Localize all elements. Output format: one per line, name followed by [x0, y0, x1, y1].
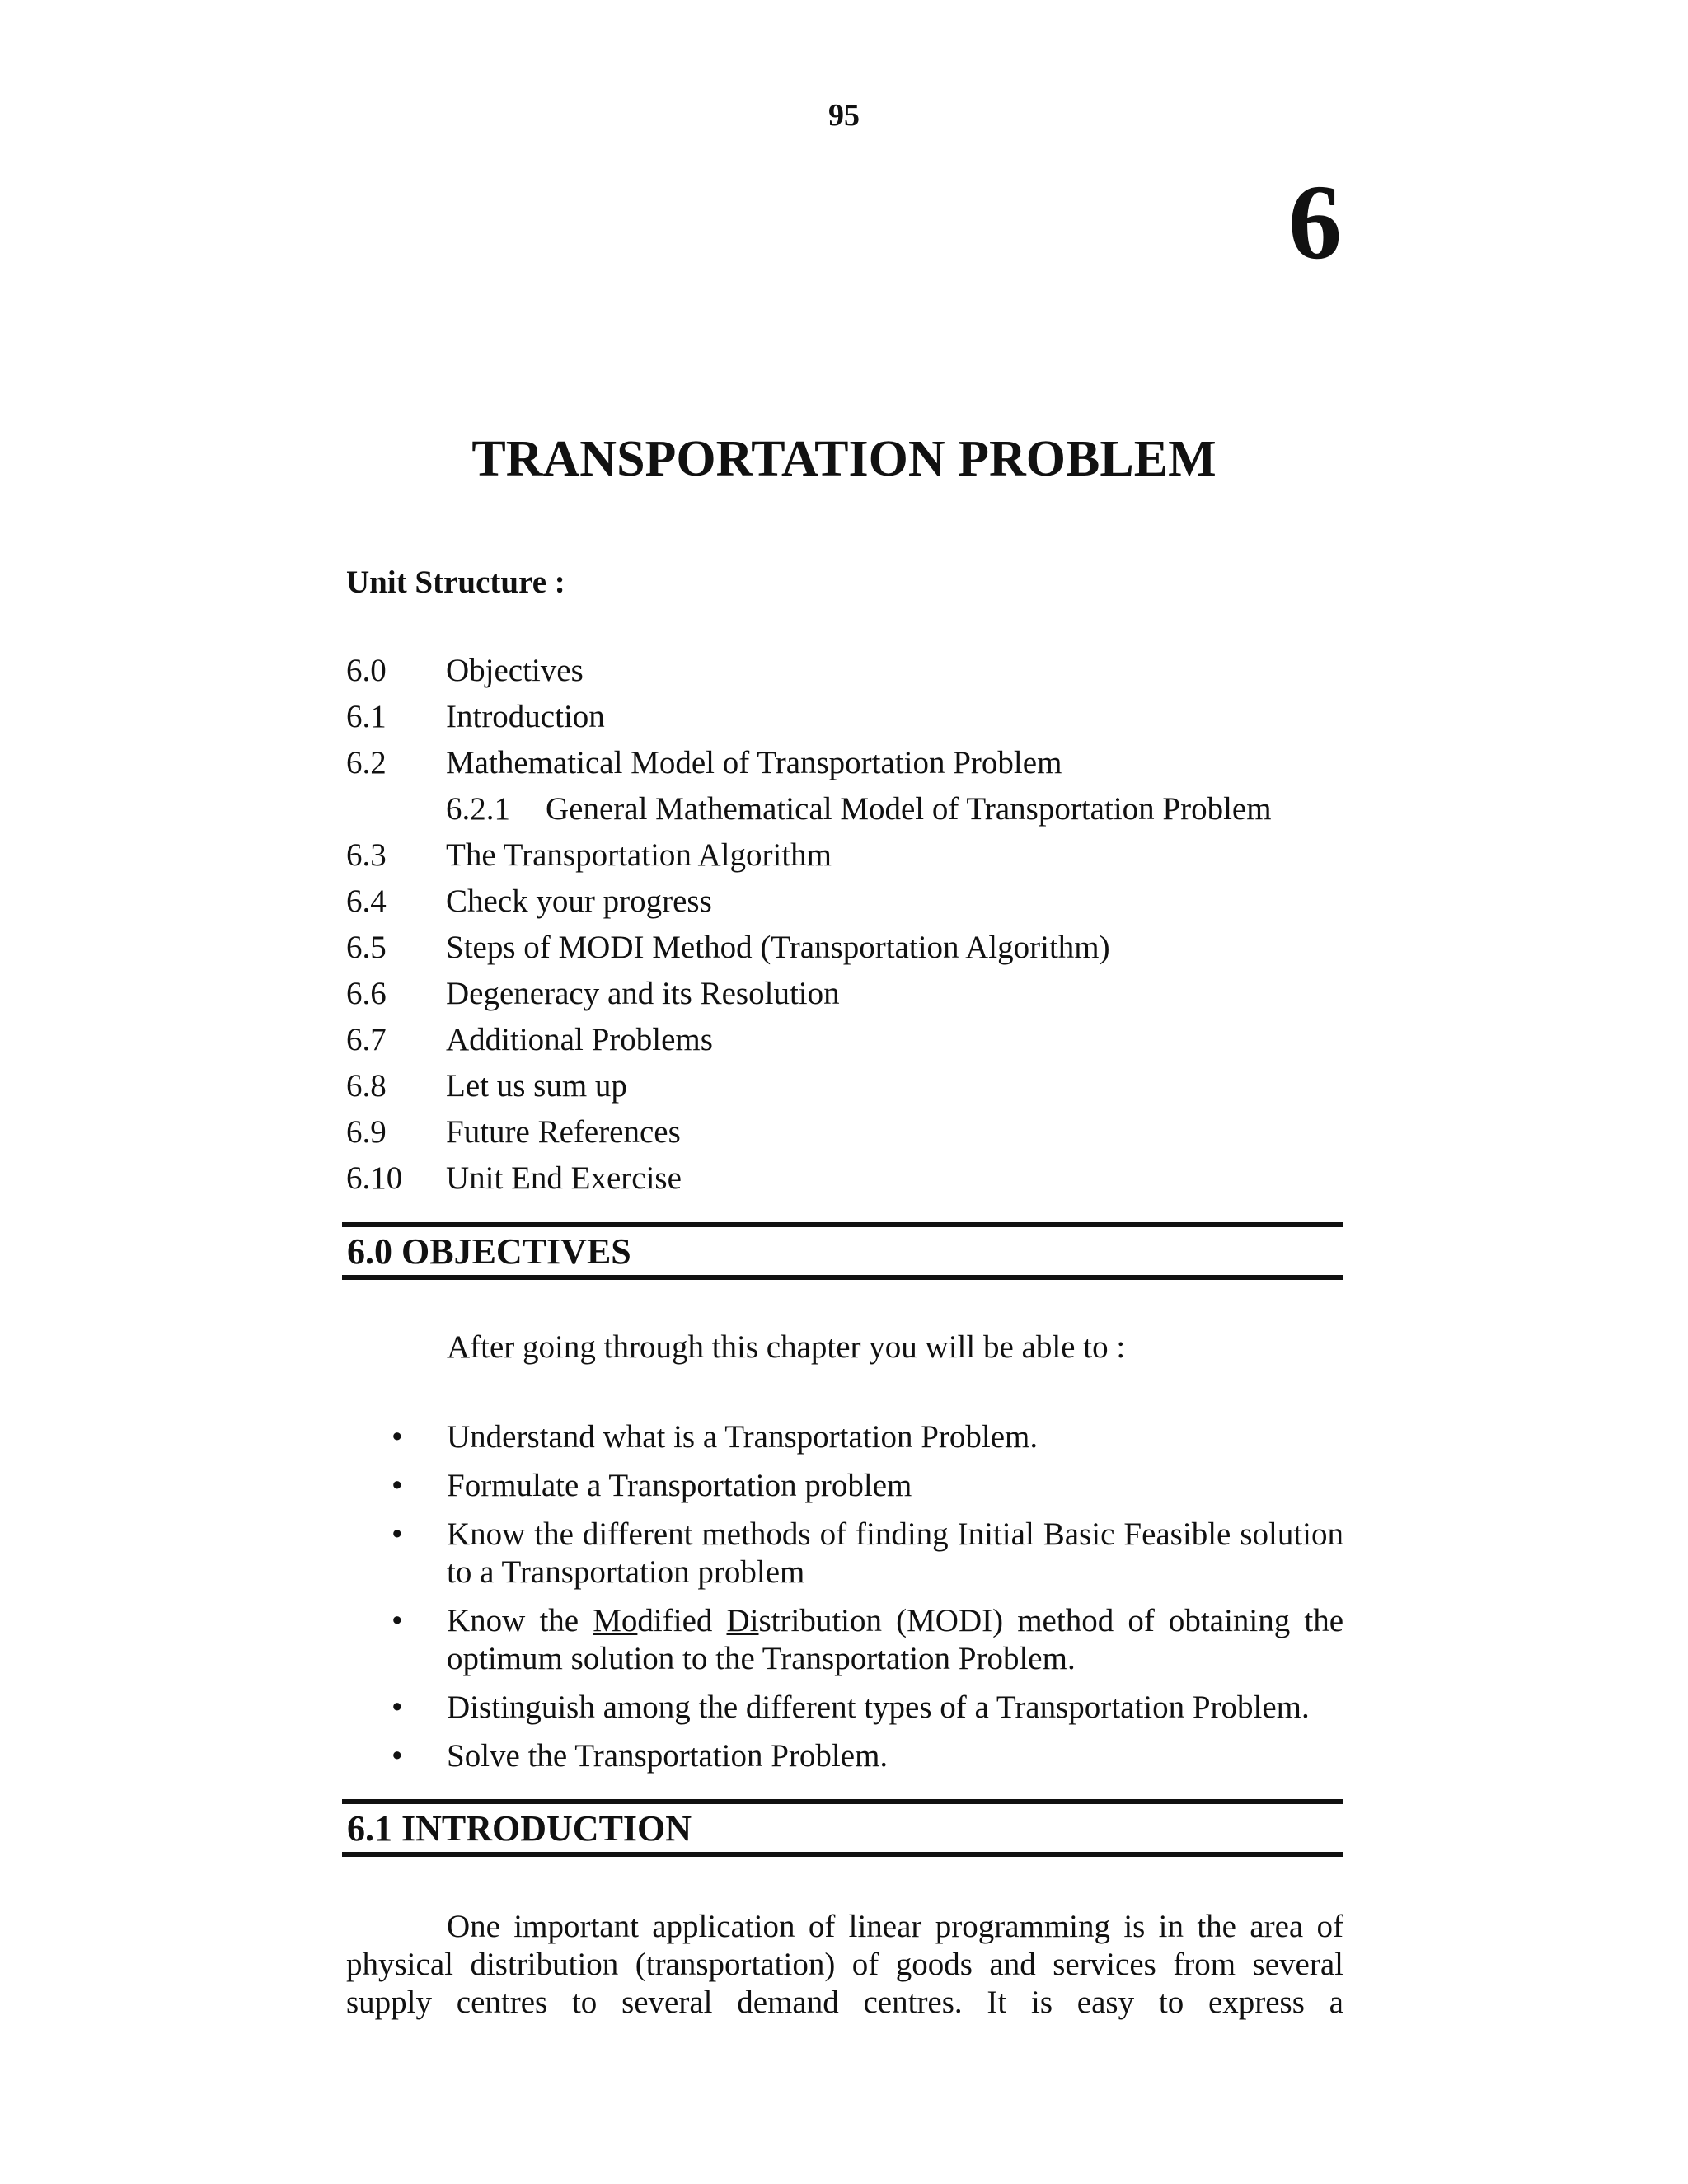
toc-item-number: 6.2: [346, 745, 387, 780]
toc-item-label: Let us sum up: [446, 1068, 627, 1104]
objectives-heading: [342, 1222, 1343, 1280]
toc-item: [346, 1155, 1368, 1202]
toc-item-number: 6.9: [346, 1114, 387, 1150]
objective-text-part: Mo: [593, 1603, 638, 1638]
introduction-paragraph: [346, 1908, 1343, 2022]
objective-item: [346, 1418, 1343, 1456]
bullet-icon: •: [392, 1516, 403, 1552]
toc-item-number: 6.10: [346, 1160, 403, 1196]
bullet-icon: •: [392, 1603, 403, 1638]
objective-item: [346, 1516, 1343, 1591]
unit-structure-heading: Unit Structure :: [346, 565, 565, 600]
toc-item-number: 6.3: [346, 837, 387, 873]
objective-item: [346, 1467, 1343, 1505]
table-of-contents: [346, 648, 1368, 1202]
bullet-icon: •: [392, 1419, 403, 1455]
toc-item-label: Check your progress: [446, 883, 712, 919]
toc-item: [346, 1109, 1368, 1155]
objective-text: Distinguish among the different types of a Transportation Problem.: [447, 1690, 1310, 1725]
objective-text-part: dified: [637, 1603, 727, 1638]
introduction-heading: [342, 1799, 1343, 1857]
toc-item-number: 6.1: [346, 699, 387, 734]
bullet-icon: •: [392, 1468, 403, 1503]
toc-item: [346, 832, 1368, 879]
toc-item-number: 6.0: [346, 653, 387, 688]
chapter-title: TRANSPORTATION PROBLEM: [471, 431, 1217, 487]
toc-item: [346, 879, 1368, 925]
objectives-list: [346, 1418, 1343, 1786]
toc-item-label: Introduction: [446, 699, 605, 734]
paragraph-line: supply centres to several demand centres. It is easy to express a: [346, 1985, 1343, 2020]
toc-item: [346, 1063, 1368, 1109]
bullet-icon: •: [392, 1738, 403, 1774]
objective-item: [346, 1737, 1343, 1775]
toc-item-number: 6.6: [346, 976, 387, 1011]
page-number: 95: [828, 98, 860, 133]
toc-item-number: 6.8: [346, 1068, 387, 1104]
toc-item-label: Steps of MODI Method (Transportation Algorithm): [446, 930, 1110, 965]
toc-item-label: Additional Problems: [446, 1022, 713, 1057]
toc-item-number: 6.5: [346, 930, 387, 965]
toc-item-label: Mathematical Model of Transportation Problem: [446, 745, 1062, 780]
objective-text: Formulate a Transportation problem: [447, 1468, 912, 1503]
objective-item: [346, 1689, 1343, 1727]
toc-item: [346, 786, 1368, 832]
objective-text-part: Know the: [447, 1603, 593, 1638]
toc-item-label: General Mathematical Model of Transportation Problem: [546, 791, 1272, 827]
toc-item-number: 6.2.1: [446, 791, 510, 827]
toc-item-label: Objectives: [446, 653, 584, 688]
toc-item-label: Degeneracy and its Resolution: [446, 976, 840, 1011]
objective-item: [346, 1602, 1343, 1678]
bullet-icon: •: [392, 1690, 403, 1725]
toc-item: [346, 740, 1368, 786]
toc-item-label: The Transportation Algorithm: [446, 837, 832, 873]
toc-item: [346, 971, 1368, 1017]
objectives-heading-text: 6.0 OBJECTIVES: [347, 1231, 631, 1272]
objective-text-part: stribution (MODI) method of obtaining the optimum solution to the Transportation Problem.: [447, 1603, 1344, 1676]
paragraph-line: One important application of linear programming is in the area of: [447, 1909, 1343, 1944]
paragraph-line: physical distribution (transportation) of goods and services from several: [346, 1947, 1343, 1982]
objective-text: Understand what is a Transportation Problem.: [447, 1419, 1039, 1455]
toc-item: [346, 925, 1368, 971]
toc-item-number: 6.7: [346, 1022, 387, 1057]
objective-text-part: Di: [726, 1603, 759, 1638]
toc-item: [346, 648, 1368, 694]
toc-item: [346, 1017, 1368, 1063]
toc-item-number: 6.4: [346, 883, 387, 919]
toc-item-label: Unit End Exercise: [446, 1160, 682, 1196]
toc-item: [346, 694, 1368, 740]
objective-text: Know the different methods of finding Initial Basic Feasible solution to a Transportation problem: [447, 1516, 1343, 1590]
objectives-intro: After going through this chapter you will be able to :: [447, 1329, 1126, 1365]
toc-item-label: Future References: [446, 1114, 681, 1150]
introduction-heading-text: 6.1 INTRODUCTION: [347, 1808, 692, 1849]
objective-text: Solve the Transportation Problem.: [447, 1738, 889, 1774]
chapter-number: 6: [1288, 163, 1342, 282]
